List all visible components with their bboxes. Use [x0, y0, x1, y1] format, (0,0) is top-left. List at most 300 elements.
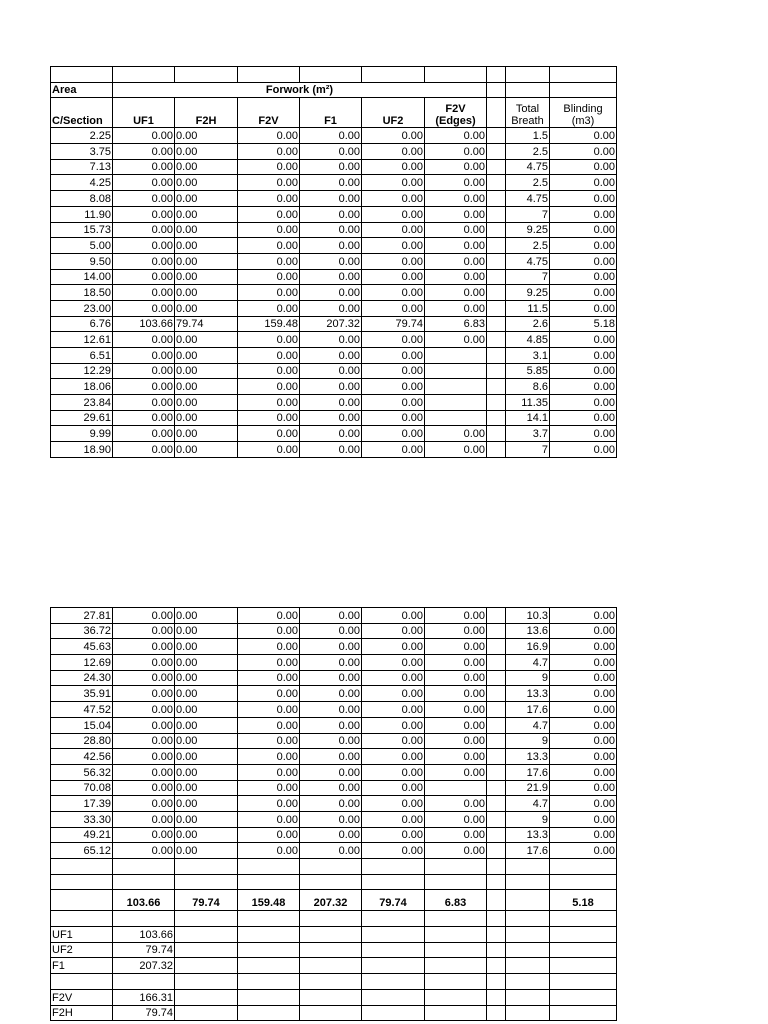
uf1-cell: 0.00 — [113, 222, 175, 238]
f2h-cell: 0.00 — [175, 426, 238, 442]
blinding-cell: 0.00 — [550, 363, 617, 379]
f2h-cell: 0.00 — [175, 764, 238, 780]
blinding-header: Blinding (m3) — [550, 98, 617, 128]
f1-cell: 0.00 — [300, 300, 362, 316]
f2v-cell: 0.00 — [238, 827, 300, 843]
table-row — [51, 639, 617, 655]
blinding-cell: 0.00 — [550, 253, 617, 269]
f2h-cell: 0.00 — [175, 332, 238, 348]
f2v-cell: 0.00 — [238, 702, 300, 718]
csection-cell: 36.72 — [51, 623, 113, 639]
uf2-cell: 0.00 — [362, 843, 425, 859]
uf2-cell: 0.00 — [362, 238, 425, 254]
uf1-cell: 0.00 — [113, 206, 175, 222]
gap-cell — [487, 269, 506, 285]
uf2-cell: 0.00 — [362, 780, 425, 796]
uf1-cell: 0.00 — [113, 608, 175, 624]
f1-cell: 0.00 — [300, 238, 362, 254]
table-row — [51, 843, 617, 859]
csection-cell: 17.39 — [51, 796, 113, 812]
uf1-cell: 0.00 — [113, 623, 175, 639]
gap-cell — [487, 843, 506, 859]
blinding-cell: 0.00 — [550, 222, 617, 238]
f2v-edges-cell: 0.00 — [425, 175, 487, 191]
gap-cell — [487, 670, 506, 686]
total-breath-cell: 1.5 — [506, 128, 550, 144]
uf2-cell: 0.00 — [362, 426, 425, 442]
f1-cell: 0.00 — [300, 426, 362, 442]
table-row — [51, 426, 617, 442]
csection-cell: 9.99 — [51, 426, 113, 442]
f1-cell: 0.00 — [300, 717, 362, 733]
uf2-cell: 0.00 — [362, 670, 425, 686]
uf1-cell: 0.00 — [113, 717, 175, 733]
gap-cell — [487, 363, 506, 379]
csection-cell: 12.69 — [51, 655, 113, 671]
f2v-edges-cell: 0.00 — [425, 332, 487, 348]
csection-cell: 2.25 — [51, 128, 113, 144]
f2h-cell: 0.00 — [175, 702, 238, 718]
table-row — [51, 269, 617, 285]
summary-label: UF2 — [51, 942, 113, 958]
uf1-cell: 0.00 — [113, 300, 175, 316]
total-breath-cell: 17.6 — [506, 843, 550, 859]
uf2-cell: 0.00 — [362, 608, 425, 624]
f2h-cell: 0.00 — [175, 206, 238, 222]
total-breath-cell: 9 — [506, 670, 550, 686]
f2h-cell: 0.00 — [175, 300, 238, 316]
f2v-cell: 0.00 — [238, 780, 300, 796]
csection-cell: 7.13 — [51, 159, 113, 175]
f2h-cell: 0.00 — [175, 410, 238, 426]
csection-cell: 65.12 — [51, 843, 113, 859]
csection-cell: 42.56 — [51, 749, 113, 765]
uf1-cell: 0.00 — [113, 191, 175, 207]
csection-cell: 56.32 — [51, 764, 113, 780]
formwork-table-top — [50, 66, 617, 458]
f1-cell: 0.00 — [300, 206, 362, 222]
f2v-edges-cell: 0.00 — [425, 128, 487, 144]
uf2-cell: 0.00 — [362, 827, 425, 843]
f1-cell: 0.00 — [300, 269, 362, 285]
f2h-cell: 0.00 — [175, 608, 238, 624]
total-breath-cell: 9 — [506, 733, 550, 749]
uf2-cell: 0.00 — [362, 253, 425, 269]
uf2-cell: 0.00 — [362, 285, 425, 301]
f1-cell: 0.00 — [300, 191, 362, 207]
f1-cell: 207.32 — [300, 316, 362, 332]
f2v-cell: 0.00 — [238, 269, 300, 285]
gap-cell — [487, 749, 506, 765]
total-breath-cell: 2.5 — [506, 175, 550, 191]
uf2-cell: 0.00 — [362, 717, 425, 733]
f1-cell: 0.00 — [300, 379, 362, 395]
total-breath-cell: 2.5 — [506, 238, 550, 254]
csection-cell: 11.90 — [51, 206, 113, 222]
f2v-edges-cell: 0.00 — [425, 253, 487, 269]
table-row — [51, 175, 617, 191]
uf1-cell: 103.66 — [113, 316, 175, 332]
blinding-cell: 0.00 — [550, 749, 617, 765]
f2v-edges-cell — [425, 348, 487, 364]
f2h-cell: 0.00 — [175, 253, 238, 269]
f2v-edges-cell: 0.00 — [425, 238, 487, 254]
total-breath-cell: 16.9 — [506, 639, 550, 655]
f2v-edges-cell: 0.00 — [425, 608, 487, 624]
f2v-cell: 0.00 — [238, 811, 300, 827]
uf1-cell: 0.00 — [113, 269, 175, 285]
f2v-cell: 0.00 — [238, 332, 300, 348]
blinding-cell: 0.00 — [550, 238, 617, 254]
f2v-edges-cell: 0.00 — [425, 300, 487, 316]
f1-cell: 0.00 — [300, 811, 362, 827]
total-breath-cell: 14.1 — [506, 410, 550, 426]
table-row — [51, 764, 617, 780]
gap-cell — [487, 780, 506, 796]
table-row — [51, 655, 617, 671]
uf2-cell: 0.00 — [362, 749, 425, 765]
f2v-cell: 0.00 — [238, 144, 300, 160]
total-breath-cell: 4.7 — [506, 655, 550, 671]
table-row — [51, 191, 617, 207]
uf2-cell: 0.00 — [362, 733, 425, 749]
csection-cell: 9.50 — [51, 253, 113, 269]
total-f2v: 159.48 — [238, 890, 300, 911]
f2h-cell: 0.00 — [175, 686, 238, 702]
total-breath-cell: 8.6 — [506, 379, 550, 395]
f2v-cell: 0.00 — [238, 128, 300, 144]
csection-cell: 24.30 — [51, 670, 113, 686]
uf2-cell: 0.00 — [362, 144, 425, 160]
gap-cell — [487, 206, 506, 222]
csection-cell: 12.29 — [51, 363, 113, 379]
uf1-cell: 0.00 — [113, 426, 175, 442]
table-row — [51, 379, 617, 395]
total-f2v-edges: 6.83 — [425, 890, 487, 911]
csection-cell: 4.25 — [51, 175, 113, 191]
f2v-cell: 0.00 — [238, 175, 300, 191]
f2v-cell: 0.00 — [238, 670, 300, 686]
blinding-cell: 5.18 — [550, 316, 617, 332]
gap-cell — [487, 702, 506, 718]
f2v-cell: 0.00 — [238, 796, 300, 812]
f1-cell: 0.00 — [300, 686, 362, 702]
table-row — [51, 253, 617, 269]
total-breath-cell: 3.7 — [506, 426, 550, 442]
f2v-cell: 0.00 — [238, 348, 300, 364]
uf1-cell: 0.00 — [113, 639, 175, 655]
f2h-cell: 0.00 — [175, 191, 238, 207]
total-breath-cell: 13.3 — [506, 827, 550, 843]
uf2-cell: 0.00 — [362, 300, 425, 316]
csection-cell: 35.91 — [51, 686, 113, 702]
summary-label: F2H — [51, 1005, 113, 1021]
uf2-cell: 0.00 — [362, 269, 425, 285]
blinding-cell: 0.00 — [550, 175, 617, 191]
uf1-cell: 0.00 — [113, 702, 175, 718]
f2v-cell: 0.00 — [238, 363, 300, 379]
total-breath-cell: 11.5 — [506, 300, 550, 316]
uf2-cell: 0.00 — [362, 363, 425, 379]
csection-cell: 6.51 — [51, 348, 113, 364]
blank-row — [51, 67, 617, 83]
table-row — [51, 717, 617, 733]
uf1-cell: 0.00 — [113, 285, 175, 301]
formwork-table-top-body — [51, 67, 617, 458]
uf1-cell: 0.00 — [113, 395, 175, 411]
f1-cell: 0.00 — [300, 222, 362, 238]
f2h-cell: 0.00 — [175, 269, 238, 285]
total-uf2: 79.74 — [362, 890, 425, 911]
summary-row — [51, 1005, 617, 1021]
f1-cell: 0.00 — [300, 410, 362, 426]
f2h-cell: 0.00 — [175, 285, 238, 301]
f2v-edges-cell — [425, 379, 487, 395]
f2v-edges-cell: 0.00 — [425, 639, 487, 655]
f2h-cell: 0.00 — [175, 159, 238, 175]
uf2-cell: 0.00 — [362, 222, 425, 238]
blinding-cell: 0.00 — [550, 269, 617, 285]
f2v-cell: 0.00 — [238, 717, 300, 733]
uf1-cell: 0.00 — [113, 796, 175, 812]
blinding-cell: 0.00 — [550, 623, 617, 639]
summary-row — [51, 989, 617, 1005]
f1-cell: 0.00 — [300, 363, 362, 379]
formwork-table-bottom-body — [51, 608, 617, 859]
summary-value: 207.32 — [113, 958, 175, 974]
table-row — [51, 827, 617, 843]
f2v-cell: 0.00 — [238, 395, 300, 411]
f2v-cell: 0.00 — [238, 238, 300, 254]
total-breath-cell: 7 — [506, 269, 550, 285]
f1-cell: 0.00 — [300, 764, 362, 780]
f2h-cell: 0.00 — [175, 780, 238, 796]
f2v-edges-cell: 0.00 — [425, 702, 487, 718]
totals-section — [51, 859, 617, 927]
uf1-cell: 0.00 — [113, 655, 175, 671]
f1-header: F1 — [300, 98, 362, 128]
uf1-cell: 0.00 — [113, 764, 175, 780]
f2h-cell: 0.00 — [175, 670, 238, 686]
csection-cell: 3.75 — [51, 144, 113, 160]
gap-cell — [487, 285, 506, 301]
gap-cell — [487, 655, 506, 671]
blinding-cell: 0.00 — [550, 733, 617, 749]
table-row — [51, 316, 617, 332]
table-row — [51, 206, 617, 222]
f2h-cell: 0.00 — [175, 655, 238, 671]
uf2-cell: 0.00 — [362, 191, 425, 207]
gap-cell — [487, 144, 506, 160]
uf1-cell: 0.00 — [113, 332, 175, 348]
csection-cell: 47.52 — [51, 702, 113, 718]
f1-cell: 0.00 — [300, 702, 362, 718]
f2h-cell: 0.00 — [175, 222, 238, 238]
f2h-cell: 0.00 — [175, 733, 238, 749]
f2v-edges-cell: 0.00 — [425, 811, 487, 827]
f2v-cell: 0.00 — [238, 300, 300, 316]
f2v-cell: 0.00 — [238, 843, 300, 859]
uf2-cell: 0.00 — [362, 332, 425, 348]
f2v-edges-cell: 0.00 — [425, 222, 487, 238]
csection-cell: 28.80 — [51, 733, 113, 749]
f2v-edges-cell — [425, 780, 487, 796]
f2v-edges-cell: 0.00 — [425, 733, 487, 749]
gap-cell — [487, 238, 506, 254]
summary-row — [51, 974, 617, 990]
uf1-cell: 0.00 — [113, 238, 175, 254]
f2v-cell: 0.00 — [238, 222, 300, 238]
blinding-cell: 0.00 — [550, 144, 617, 160]
f2v-edges-cell: 0.00 — [425, 764, 487, 780]
uf2-cell: 79.74 — [362, 316, 425, 332]
f1-cell: 0.00 — [300, 159, 362, 175]
blinding-cell: 0.00 — [550, 811, 617, 827]
gap-cell — [487, 733, 506, 749]
blinding-cell: 0.00 — [550, 717, 617, 733]
table-row — [51, 608, 617, 624]
csection-cell: 29.61 — [51, 410, 113, 426]
gap-cell — [487, 191, 506, 207]
gap-cell — [487, 442, 506, 458]
table-row — [51, 796, 617, 812]
csection-cell: 15.73 — [51, 222, 113, 238]
uf1-cell: 0.00 — [113, 827, 175, 843]
gap-cell — [487, 300, 506, 316]
f2v-edges-cell: 0.00 — [425, 655, 487, 671]
uf2-cell: 0.00 — [362, 206, 425, 222]
blinding-cell: 0.00 — [550, 655, 617, 671]
f2v-cell: 159.48 — [238, 316, 300, 332]
gap-cell — [487, 222, 506, 238]
f2v-edges-cell: 0.00 — [425, 159, 487, 175]
blinding-cell: 0.00 — [550, 159, 617, 175]
f2v-edges-cell: 0.00 — [425, 269, 487, 285]
uf1-cell: 0.00 — [113, 363, 175, 379]
csection-cell: 49.21 — [51, 827, 113, 843]
f1-cell: 0.00 — [300, 655, 362, 671]
f2h-cell: 0.00 — [175, 442, 238, 458]
blinding-cell: 0.00 — [550, 639, 617, 655]
csection-cell: 18.06 — [51, 379, 113, 395]
f1-cell: 0.00 — [300, 843, 362, 859]
csection-cell: 15.04 — [51, 717, 113, 733]
f2h-cell: 0.00 — [175, 796, 238, 812]
total-breath-cell: 11.35 — [506, 395, 550, 411]
csection-cell: 8.08 — [51, 191, 113, 207]
blinding-cell: 0.00 — [550, 843, 617, 859]
summary-row — [51, 942, 617, 958]
gap-cell — [487, 811, 506, 827]
total-breath-cell: 10.3 — [506, 608, 550, 624]
f2v-cell: 0.00 — [238, 686, 300, 702]
total-breath-cell: 3.1 — [506, 348, 550, 364]
f2v-edges-cell: 0.00 — [425, 749, 487, 765]
table-row — [51, 363, 617, 379]
table-row — [51, 144, 617, 160]
f2v-edges-cell — [425, 410, 487, 426]
gap-cell — [487, 128, 506, 144]
total-f1: 207.32 — [300, 890, 362, 911]
blinding-cell: 0.00 — [550, 670, 617, 686]
f1-cell: 0.00 — [300, 670, 362, 686]
summary-label: F2V — [51, 989, 113, 1005]
blinding-cell: 0.00 — [550, 442, 617, 458]
table-row — [51, 285, 617, 301]
uf2-cell: 0.00 — [362, 623, 425, 639]
f2v-header: F2V — [238, 98, 300, 128]
uf2-cell: 0.00 — [362, 159, 425, 175]
blinding-cell: 0.00 — [550, 686, 617, 702]
f2h-cell: 0.00 — [175, 717, 238, 733]
total-breath-header: Total Breath — [506, 98, 550, 128]
f2v-cell: 0.00 — [238, 206, 300, 222]
total-breath-cell: 4.75 — [506, 253, 550, 269]
csection-cell: 18.90 — [51, 442, 113, 458]
table-row — [51, 128, 617, 144]
summary-value — [113, 974, 175, 990]
f1-cell: 0.00 — [300, 175, 362, 191]
gap-cell — [487, 796, 506, 812]
uf2-cell: 0.00 — [362, 442, 425, 458]
summary-value: 103.66 — [113, 927, 175, 943]
csection-cell: 27.81 — [51, 608, 113, 624]
f2v-edges-cell: 0.00 — [425, 442, 487, 458]
f1-cell: 0.00 — [300, 128, 362, 144]
table-row — [51, 159, 617, 175]
f2v-edges-cell: 0.00 — [425, 191, 487, 207]
uf2-cell: 0.00 — [362, 395, 425, 411]
uf1-cell: 0.00 — [113, 410, 175, 426]
f2h-cell: 0.00 — [175, 175, 238, 191]
f2v-edges-cell: 6.83 — [425, 316, 487, 332]
gap-cell — [487, 253, 506, 269]
area-header: Area — [51, 82, 113, 98]
csection-cell: 18.50 — [51, 285, 113, 301]
blinding-cell: 0.00 — [550, 608, 617, 624]
uf1-cell: 0.00 — [113, 253, 175, 269]
f2v-cell: 0.00 — [238, 410, 300, 426]
summary-section — [51, 927, 617, 1021]
uf1-cell: 0.00 — [113, 811, 175, 827]
summary-row — [51, 958, 617, 974]
table-row — [51, 623, 617, 639]
blinding-cell: 0.00 — [550, 332, 617, 348]
f2v-edges-cell: 0.00 — [425, 827, 487, 843]
f1-cell: 0.00 — [300, 348, 362, 364]
csection-cell: 12.61 — [51, 332, 113, 348]
f2v-edges-cell: 0.00 — [425, 686, 487, 702]
f1-cell: 0.00 — [300, 253, 362, 269]
f2v-cell: 0.00 — [238, 749, 300, 765]
f1-cell: 0.00 — [300, 395, 362, 411]
f1-cell: 0.00 — [300, 608, 362, 624]
uf2-cell: 0.00 — [362, 410, 425, 426]
total-uf1: 103.66 — [113, 890, 175, 911]
table-row — [51, 222, 617, 238]
summary-value: 166.31 — [113, 989, 175, 1005]
gap-cell — [487, 639, 506, 655]
f2v-cell: 0.00 — [238, 623, 300, 639]
f2v-edges-cell: 0.00 — [425, 426, 487, 442]
f2v-cell: 0.00 — [238, 733, 300, 749]
f1-cell: 0.00 — [300, 285, 362, 301]
gap-cell — [487, 686, 506, 702]
table-row — [51, 670, 617, 686]
total-breath-cell: 17.6 — [506, 764, 550, 780]
header-row-1 — [51, 82, 617, 98]
table-row — [51, 749, 617, 765]
